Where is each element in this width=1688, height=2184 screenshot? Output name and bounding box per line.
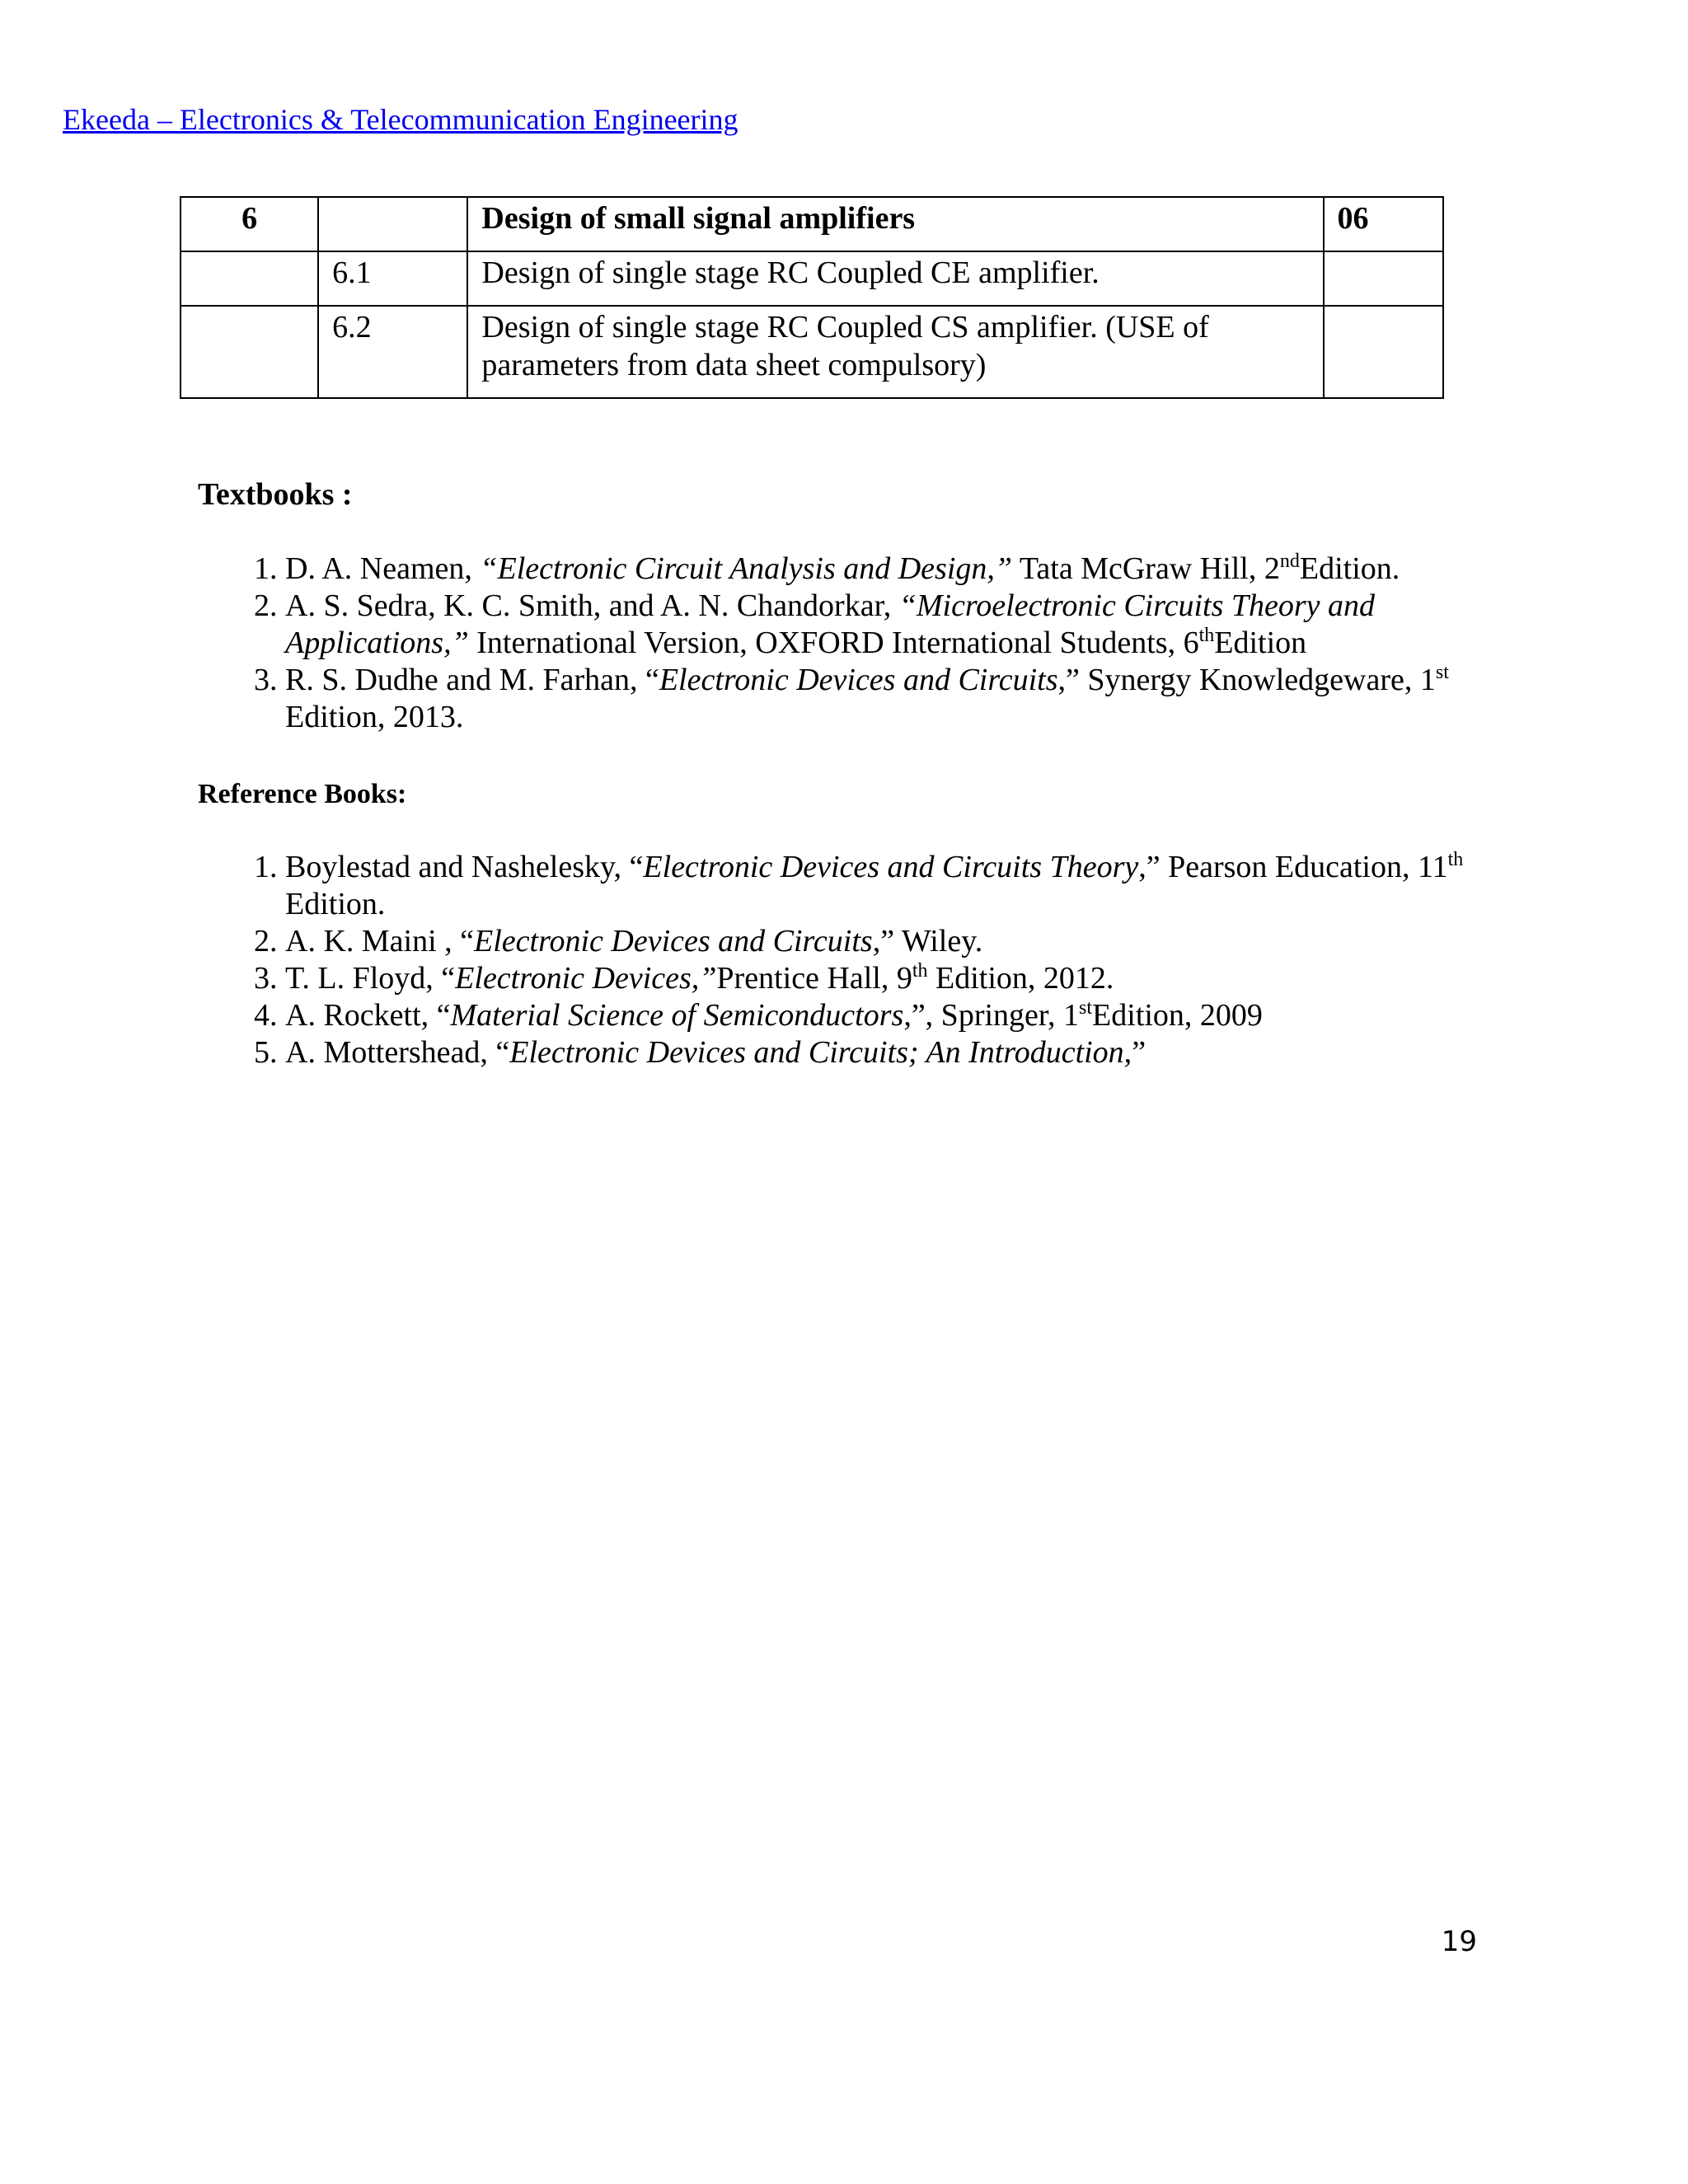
ref-title: Material Science of Semiconductors	[450, 998, 904, 1033]
ref-edition: Edition.	[285, 887, 386, 921]
ref-title: Electronic Devices,”	[455, 961, 717, 996]
list-item	[285, 662, 1546, 736]
ref-author: D. A. Neamen,	[285, 551, 481, 586]
ref-author: Boylestad and Nashelesky, “	[285, 850, 644, 884]
ref-title: Electronic Devices and Circuits Theory	[643, 850, 1139, 884]
ref-publisher: ,” Wiley.	[872, 924, 983, 958]
syllabus-table	[180, 196, 1444, 399]
ref-title: “Microelectronic Circuits Theory and Applications,”	[285, 588, 1376, 660]
ordinal-suffix: th	[1447, 849, 1464, 870]
ref-title: “Electronic Circuit Analysis and Design,”	[480, 551, 1013, 586]
content-cell: Design of small signal amplifiers	[467, 197, 1323, 251]
ordinal-suffix: th	[912, 960, 928, 982]
ref-author: A. S. Sedra, K. C. Smith, and A. N. Chandorkar,	[285, 588, 899, 623]
sub-module-cell: 6.1	[318, 251, 467, 306]
list-item	[285, 849, 1546, 923]
ref-edition: Edition.	[1299, 551, 1400, 586]
list-item	[285, 923, 1546, 960]
ref-edition: Edition, 2012.	[927, 961, 1114, 996]
module-number-cell	[181, 306, 318, 398]
hours-cell	[1324, 251, 1444, 306]
hours-cell: 06	[1324, 197, 1444, 251]
sub-module-cell	[318, 197, 467, 251]
sub-module-cell: 6.2	[318, 306, 467, 398]
ordinal-suffix: th	[1198, 625, 1215, 646]
ref-title: Electronic Devices and Circuits	[474, 924, 873, 958]
textbooks-list	[229, 551, 1546, 736]
list-item	[285, 551, 1546, 588]
module-number-cell	[181, 251, 318, 306]
header-link[interactable]: Ekeeda – Electronics & Telecommunication Engineering	[63, 103, 738, 136]
ref-publisher: ,” Pearson Education, 11	[1138, 850, 1448, 884]
reference-books-list	[229, 849, 1546, 1071]
ref-edition: Edition, 2013.	[285, 700, 464, 734]
list-item	[285, 960, 1546, 997]
ref-author: A. K. Maini , “	[285, 924, 475, 958]
hours-cell	[1324, 306, 1444, 398]
table-row	[181, 306, 1443, 398]
ref-author: A. Rockett, “	[285, 998, 451, 1033]
ref-publisher: ,” Synergy Knowledgeware, 1	[1057, 663, 1436, 697]
content-cell: Design of single stage RC Coupled CE amplifier.	[467, 251, 1323, 306]
ordinal-suffix: st	[1435, 662, 1449, 683]
ref-edition: Edition	[1214, 626, 1307, 660]
content-cell: Design of single stage RC Coupled CS amplifier. (USE of parameters from data sheet compulsory)	[467, 306, 1323, 398]
ref-title: Electronic Devices and Circuits	[659, 663, 1058, 697]
ref-publisher: Tata McGraw Hill, 2	[1012, 551, 1280, 586]
ref-publisher: ,”, Springer, 1	[903, 998, 1080, 1033]
page-number: 19	[1441, 1925, 1477, 1958]
ref-author: R. S. Dudhe and M. Farhan, “	[285, 663, 659, 697]
list-item	[285, 997, 1546, 1034]
module-number-cell: 6	[181, 197, 318, 251]
table-row	[181, 251, 1443, 306]
list-item	[285, 1034, 1546, 1071]
ref-author: T. L. Floyd, “	[285, 961, 456, 996]
ref-publisher: Prentice Hall, 9	[716, 961, 912, 996]
ref-publisher: ”	[1132, 1035, 1146, 1070]
ref-title: Electronic Devices and Circuits; An Introduction,	[509, 1035, 1132, 1070]
ref-author: A. Mottershead, “	[285, 1035, 510, 1070]
ordinal-suffix: st	[1079, 997, 1093, 1019]
textbooks-heading: Textbooks :	[198, 477, 353, 512]
list-item	[285, 588, 1546, 662]
ref-publisher: International Version, OXFORD International Students, 6	[468, 626, 1199, 660]
table-row	[181, 197, 1443, 251]
reference-books-heading: Reference Books:	[198, 779, 407, 809]
ref-edition: Edition, 2009	[1092, 998, 1263, 1033]
ordinal-suffix: nd	[1279, 551, 1300, 572]
